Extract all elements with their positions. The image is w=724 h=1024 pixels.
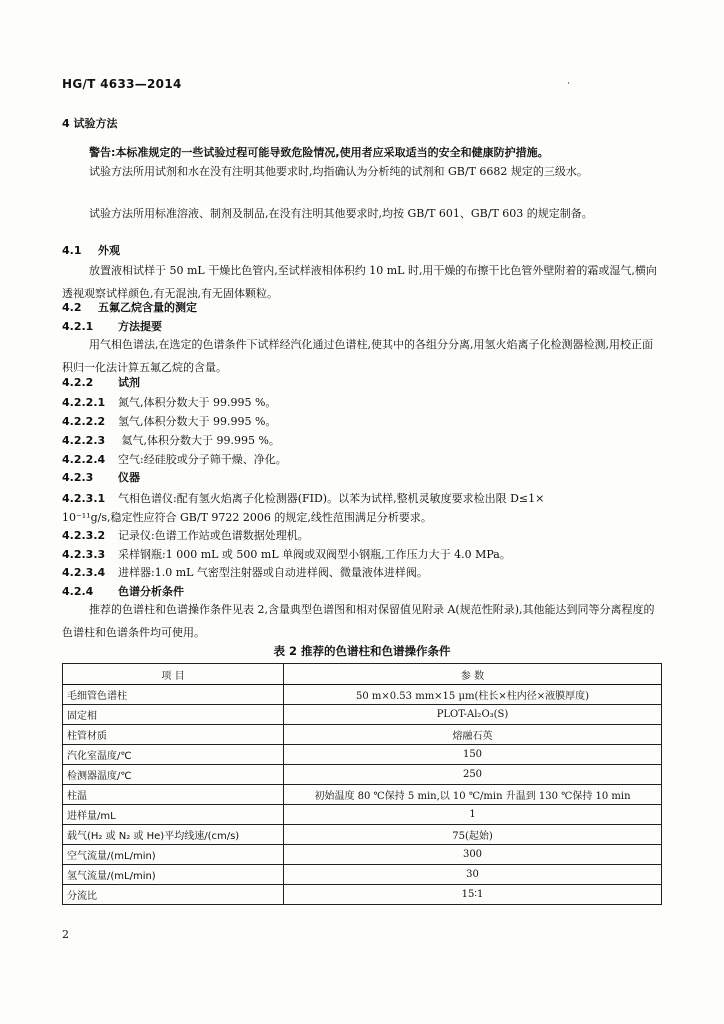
- s421-title: 方法提要: [118, 320, 162, 333]
- header-parameter: 参 数: [284, 664, 662, 685]
- s4-paragraph-2: 试验方法所用标准溶液、制剂及制品,在没有注明其他要求时,均按 GB/T 601、GB/T 603 的规定制备。: [89, 207, 593, 220]
- s42-title: 五氟乙烷含量的测定: [98, 301, 197, 314]
- instrument-item: [62, 566, 662, 580]
- reagent-text: 氦气,体积分数大于 99.995 %。: [118, 434, 280, 447]
- s41-text: 放置液相试样于 50 mL 干燥比色管内,至试样液相体积约 10 mL 时,用干燥的布擦干比色管外壁附着的霜或湿气,横向透视观察试样颜色,有无混浊,有无固体颗粒。: [62, 264, 657, 300]
- s42-number: 4.2: [62, 301, 82, 314]
- row-item: 固定相: [63, 705, 284, 725]
- row-item: 柱温: [63, 785, 284, 805]
- instrument-number: 4.2.3.1: [62, 492, 106, 505]
- row-value: 15∶1: [284, 885, 662, 905]
- s424-title: 色谱分析条件: [118, 585, 184, 598]
- row-value: 150: [284, 745, 662, 765]
- instrument-number: 4.2.3.4: [62, 566, 106, 579]
- reagent-text: 氢气,体积分数大于 99.995 %。: [118, 415, 277, 428]
- instrument-text: 记录仪:色谱工作站或色谱数据处理机。: [118, 529, 309, 542]
- reagent-text: 氮气,体积分数大于 99.995 %。: [118, 396, 277, 409]
- header-item: 项 目: [63, 664, 284, 685]
- row-value: 30: [284, 865, 662, 885]
- instrument-item: [62, 529, 662, 543]
- s423-title: 仪器: [118, 471, 140, 484]
- reagent-number: 4.2.2.1: [62, 396, 106, 409]
- s41-title: 外观: [98, 244, 120, 257]
- row-item: 分流比: [63, 885, 284, 905]
- table-caption: 表 2 推荐的色谱柱和色谱操作条件: [273, 644, 451, 658]
- reagent-item: [62, 396, 662, 410]
- row-item: 检测器温度/℃: [63, 765, 284, 785]
- table-row: [63, 685, 662, 705]
- instrument-text-continued: 10⁻¹¹g/s,稳定性应符合 GB/T 9722 2006 的规定,线性范围满足分析要求。: [62, 511, 432, 524]
- instrument-number: 4.2.3.3: [62, 548, 106, 561]
- table-row: [63, 865, 662, 885]
- s424-text: 推荐的色谱柱和色谱操作条件见表 2,含量典型色谱图和相对保留值见附录 A(规范性附录),其他能达到同等分离程度的色谱柱和色谱条件均可使用。: [62, 603, 655, 639]
- instrument-number: 4.2.3.2: [62, 529, 106, 542]
- row-item: 空气流量/(mL/min): [63, 845, 284, 865]
- reagent-item: [62, 434, 662, 448]
- table-row: [63, 885, 662, 905]
- instrument-item: [62, 548, 662, 562]
- row-value: PLOT-Al₂O₃(S): [284, 705, 662, 725]
- row-value: 1: [284, 805, 662, 825]
- row-value: 250: [284, 765, 662, 785]
- s424-heading: [62, 585, 662, 599]
- s421-number: 4.2.1: [62, 320, 94, 333]
- row-item: 进样量/mL: [63, 805, 284, 825]
- row-item: 毛细管色谱柱: [63, 685, 284, 705]
- row-item: 氢气流量/(mL/min): [63, 865, 284, 885]
- s423-number: 4.2.3: [62, 471, 94, 484]
- page-number: 2: [62, 928, 69, 941]
- s42-heading: [62, 301, 662, 315]
- instrument-item: [62, 492, 662, 506]
- reagent-number: 4.2.2.2: [62, 415, 106, 428]
- row-item: 柱管材质: [63, 725, 284, 745]
- row-value: 75(起始): [284, 825, 662, 845]
- reagent-item: [62, 415, 662, 429]
- reagent-number: 4.2.2.4: [62, 453, 106, 466]
- s41-number: 4.1: [62, 244, 82, 257]
- table-row: [63, 705, 662, 725]
- s422-heading: [62, 376, 662, 390]
- warning-text: 警告:本标准规定的一些试验过程可能导致危险情况,使用者应采取适当的安全和健康防护措施。: [89, 146, 549, 159]
- s421-text: 用气相色谱法,在选定的色谱条件下试样经汽化通过色谱柱,使其中的各组分分离,用氢火焰离子化检测器检测,用校正面积归一化法计算五氟乙烷的含量。: [62, 338, 653, 374]
- table-row: [63, 845, 662, 865]
- s423-heading: [62, 471, 662, 485]
- reagent-item: [62, 453, 662, 467]
- instrument-text: 进样器:1.0 mL 气密型注射器或自动进样阀、微量液体进样阀。: [118, 566, 428, 579]
- standard-number: HG/T 4633—2014: [62, 77, 182, 91]
- row-value: 50 m×0.53 mm×15 μm(柱长×柱内径×液膜厚度): [284, 685, 662, 705]
- table-row: [63, 785, 662, 805]
- row-item: 载气(H₂ 或 N₂ 或 He)平均线速/(cm/s): [63, 825, 284, 845]
- s421-heading: [62, 320, 662, 334]
- header-dot: ·: [567, 79, 570, 89]
- table-row: [63, 765, 662, 785]
- instrument-text: 气相色谱仪:配有氢火焰离子化检测器(FID)。以苯为试样,整机灵敏度要求检出限 D≤1×: [118, 492, 545, 505]
- s422-title: 试剂: [118, 376, 140, 389]
- table-row: [63, 805, 662, 825]
- row-value: 熔融石英: [284, 725, 662, 745]
- section-4-heading: 4 试验方法: [62, 117, 118, 130]
- chromatography-conditions-table: [62, 663, 662, 905]
- reagent-number: 4.2.2.3: [62, 434, 106, 447]
- s424-number: 4.2.4: [62, 585, 94, 598]
- instrument-text: 采样钢瓶:1 000 mL 或 500 mL 单阀或双阀型小钢瓶,工作压力大于 4.0 MPa。: [118, 548, 511, 561]
- table-row: [63, 725, 662, 745]
- row-item: 汽化室温度/℃: [63, 745, 284, 765]
- reagent-text: 空气:经硅胶或分子筛干燥、净化。: [118, 453, 287, 466]
- table-header-row: [63, 664, 662, 685]
- s4-paragraph-1: 试验方法所用试剂和水在没有注明其他要求时,均指确认为分析纯的试剂和 GB/T 6682 规定的三级水。: [89, 165, 588, 178]
- table-row: [63, 825, 662, 845]
- table-row: [63, 745, 662, 765]
- s41-heading: [62, 244, 662, 258]
- row-value: 300: [284, 845, 662, 865]
- s422-number: 4.2.2: [62, 376, 94, 389]
- row-value: 初始温度 80 ℃保持 5 min,以 10 ℃/min 升温到 130 ℃保持 10 min: [284, 785, 662, 805]
